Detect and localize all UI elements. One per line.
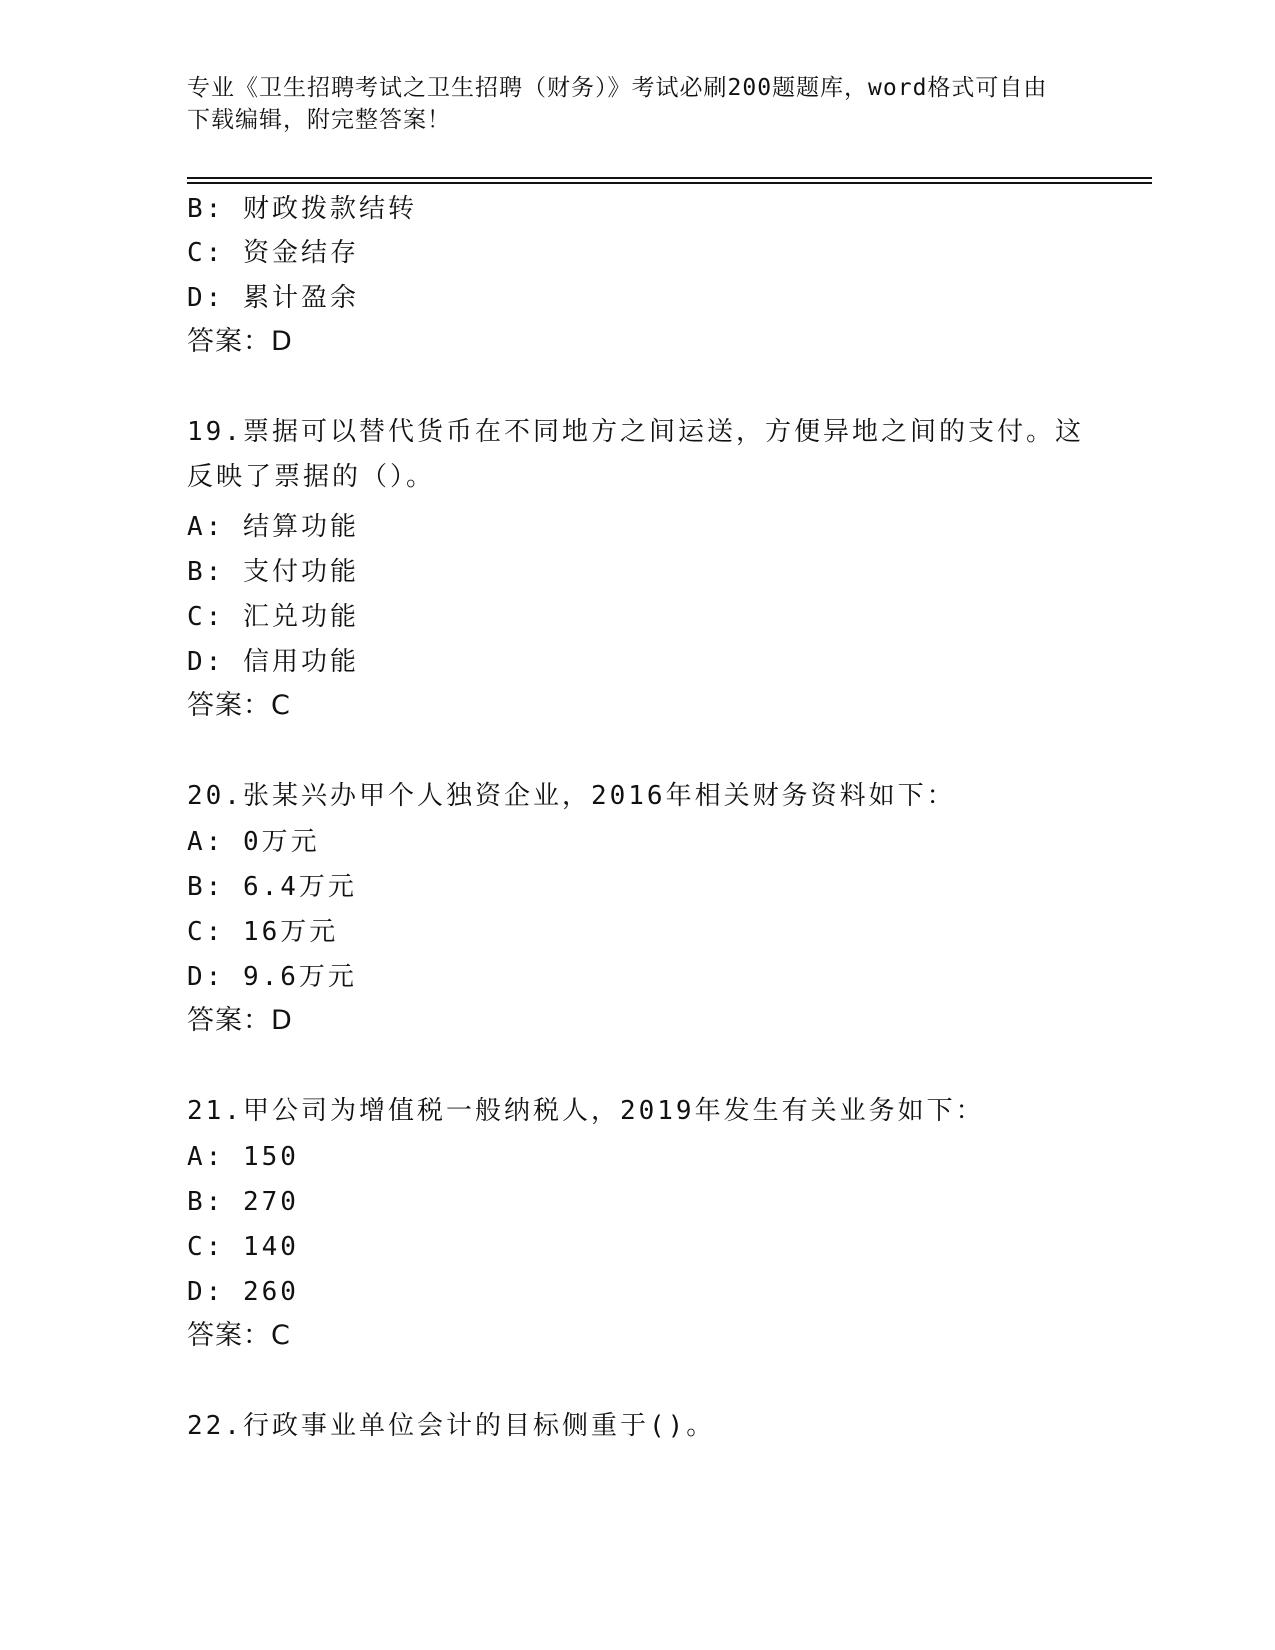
- header-divider-top: [187, 177, 1152, 179]
- q20-answer: 答案：D: [187, 1005, 293, 1036]
- q19-option-b: B: 支付功能: [187, 557, 359, 587]
- q21-option-c: C: 140: [187, 1232, 299, 1262]
- q20-option-d: D: 9.6万元: [187, 962, 357, 992]
- document-header: 专业《卫生招聘考试之卫生招聘（财务）》考试必刷200题题库，word格式可自由下载编辑，附完整答案！: [187, 75, 1048, 133]
- q20-stem: 20.张某兴办甲个人独资企业，2016年相关财务资料如下：: [187, 781, 956, 811]
- q19-answer: 答案：C: [187, 690, 291, 721]
- header-divider-bottom: [187, 182, 1152, 184]
- q18-option-d: D: 累计盈余: [187, 283, 359, 313]
- q19-stem: 19.票据可以替代货币在不同地方之间运送，方便异地之间的支付。这反映了票据的（）。: [187, 417, 1084, 492]
- q18-option-c: C: 资金结存: [187, 238, 359, 268]
- q18-option-b: B: 财政拨款结转: [187, 194, 417, 224]
- q21-option-d: D: 260: [187, 1277, 299, 1307]
- q21-option-a: A: 150: [187, 1142, 299, 1172]
- q20-option-b: B: 6.4万元: [187, 872, 357, 902]
- q21-stem: 21.甲公司为增值税一般纳税人，2019年发生有关业务如下：: [187, 1096, 985, 1126]
- q22-stem: 22.行政事业单位会计的目标侧重于()。: [187, 1411, 716, 1441]
- q21-answer: 答案：C: [187, 1320, 291, 1351]
- q19-option-c: C: 汇兑功能: [187, 602, 359, 632]
- q19-option-d: D: 信用功能: [187, 647, 359, 677]
- q19-option-a: A: 结算功能: [187, 512, 359, 542]
- q21-option-b: B: 270: [187, 1187, 299, 1217]
- q18-answer: 答案：D: [187, 326, 293, 357]
- q20-option-c: C: 16万元: [187, 917, 339, 947]
- q20-option-a: A: 0万元: [187, 827, 320, 857]
